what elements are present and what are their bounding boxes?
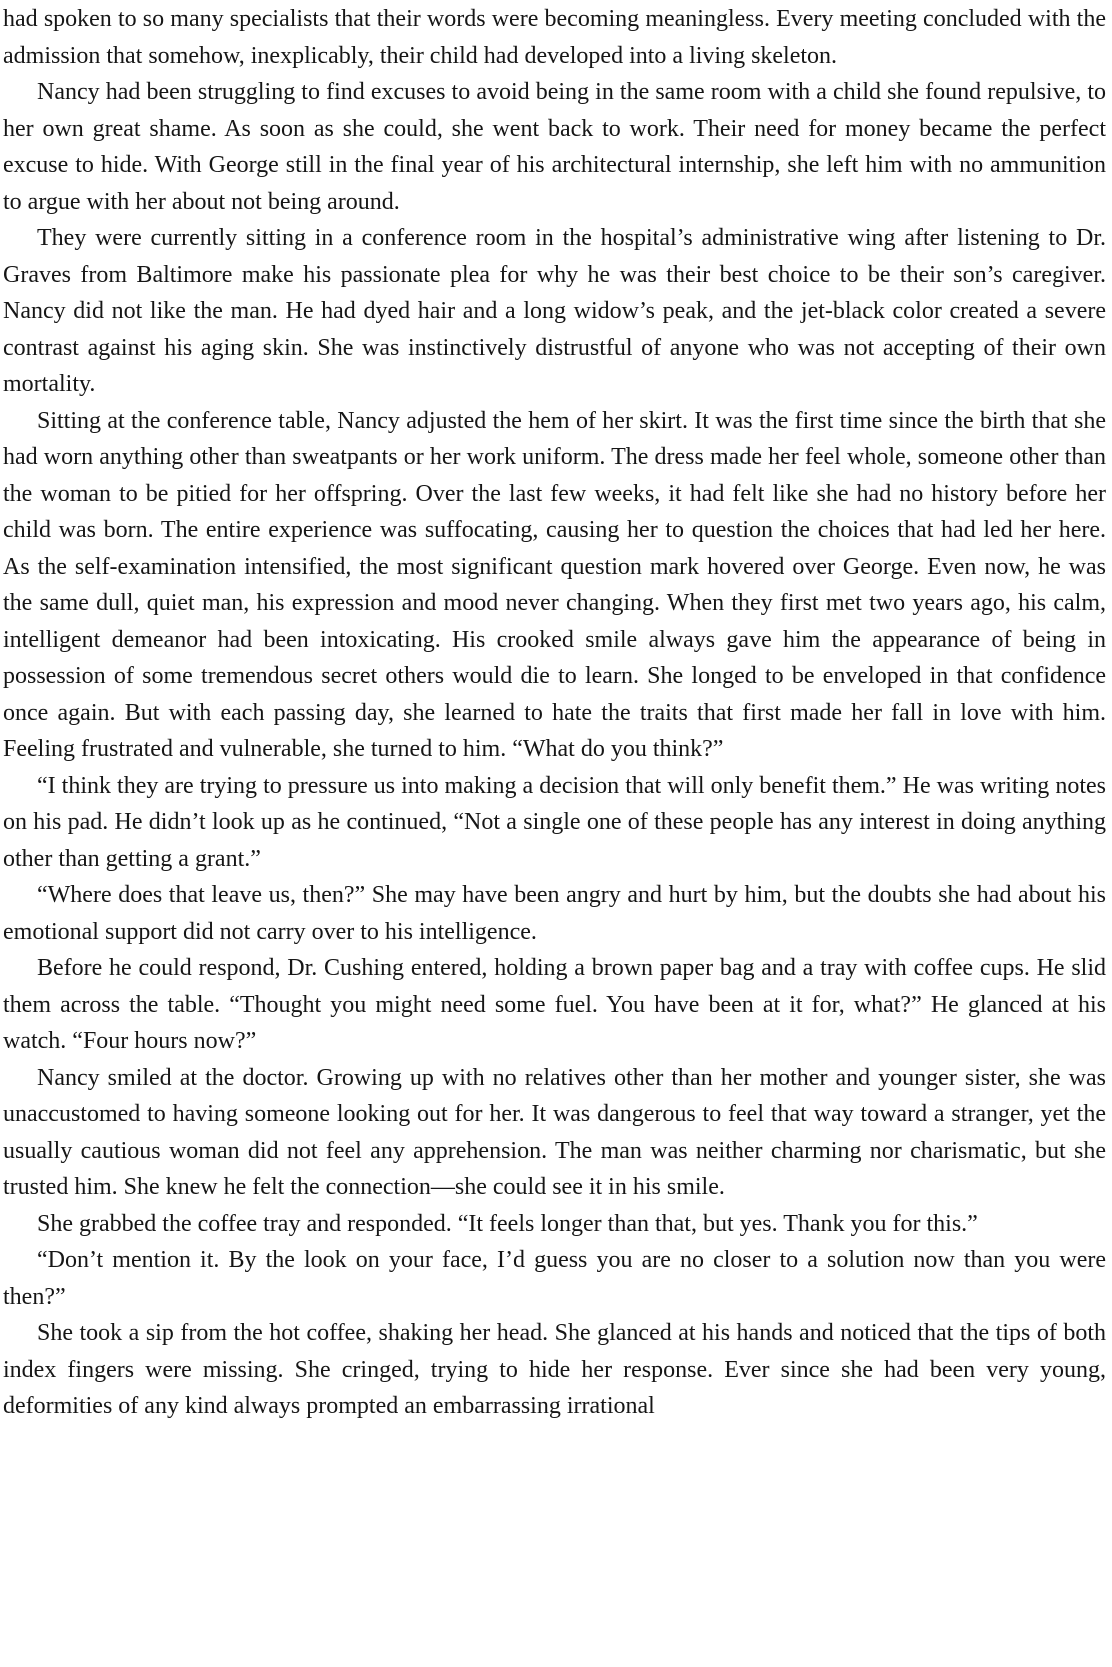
paragraph: “I think they are trying to pressure us into making a decision that will only benefit them.” He was writing notes on his pad. He didn’t look up as he continued, “Not a single one of these people has any interest in doing anything other than getting a grant.”	[3, 772, 1106, 872]
paragraph: “Where does that leave us, then?” She may have been angry and hurt by him, but the doubts she had about his emotional support did not carry over to his intelligence.	[3, 882, 1106, 945]
paragraph: Sitting at the conference table, Nancy adjusted the hem of her skirt. It was the first time since the birth that she had worn anything other than sweatpants or her work uniform. The dress made her feel whole, someone other than the woman to be pitied for her offspring. Over the last few weeks, it had felt like she had no history before her child was born. The entire experience was suffocating, causing her to question the choices that had led her here. As the self-examination intensified, the most significant question mark hovered over George. Even now, he was the same dull, quiet man, his expression and mood never changing. When they first met two years ago, his calm, intelligent demeanor had been intoxicating. His crooked smile always gave him the appearance of being in possession of some tremendous secret others would die to learn. She longed to be enveloped in that confidence once again. But with each passing day, she learned to hate the traits that first made her fall in love with him. Feeling frustrated and vulnerable, she turned to him. “What do you think?”	[3, 407, 1106, 762]
paragraph: They were currently sitting in a conference room in the hospital’s administrative wing after listening to Dr. Graves from Baltimore make his passionate plea for why he was their best choice to be their son’s caregiver. Nancy did not like the man. He had dyed hair and a long widow’s peak, and the jet-black color created a severe contrast against his aging skin. She was instinctively distrustful of anyone who was not accepting of their own mortality.	[3, 225, 1106, 397]
paragraph: She grabbed the coffee tray and responded. “It feels longer than that, but yes. Thank you for this.”	[37, 1210, 978, 1237]
paragraph: “Don’t mention it. By the look on your face, I’d guess you are no closer to a solution now than you were then?”	[3, 1247, 1106, 1310]
paragraph: She took a sip from the hot coffee, shaking her head. She glanced at his hands and noticed that the tips of both index fingers were missing. She cringed, trying to hide her response. Ever since she had been very young, deformities of any kind always prompted an embarrassing irrational	[3, 1320, 1106, 1419]
paragraph: had spoken to so many specialists that their words were becoming meaningless. Every meeting concluded with the admission that somehow, inexplicably, their child had developed into a living skeleton.	[3, 6, 1106, 69]
paragraph: Before he could respond, Dr. Cushing entered, holding a brown paper bag and a tray with coffee cups. He slid them across the table. “Thought you might need some fuel. You have been at it for, what?” He glanced at his watch. “Four hours now?”	[3, 955, 1106, 1054]
paragraph: Nancy had been struggling to find excuses to avoid being in the same room with a child she found repulsive, to her own great shame. As soon as she could, she went back to work. Their need for money became the perfect excuse to hide. With George still in the final year of his architectural internship, she left him with no ammunition to argue with her about not being around.	[3, 79, 1106, 215]
paragraph: Nancy smiled at the doctor. Growing up with no relatives other than her mother and younger sister, she was unaccustomed to having someone looking out for her. It was dangerous to feel that way toward a stranger, yet the usually cautious woman did not feel any apprehension. The man was neither charming nor charismatic, but she trusted him. She knew he felt the connection—she could see it in his smile.	[3, 1064, 1106, 1200]
